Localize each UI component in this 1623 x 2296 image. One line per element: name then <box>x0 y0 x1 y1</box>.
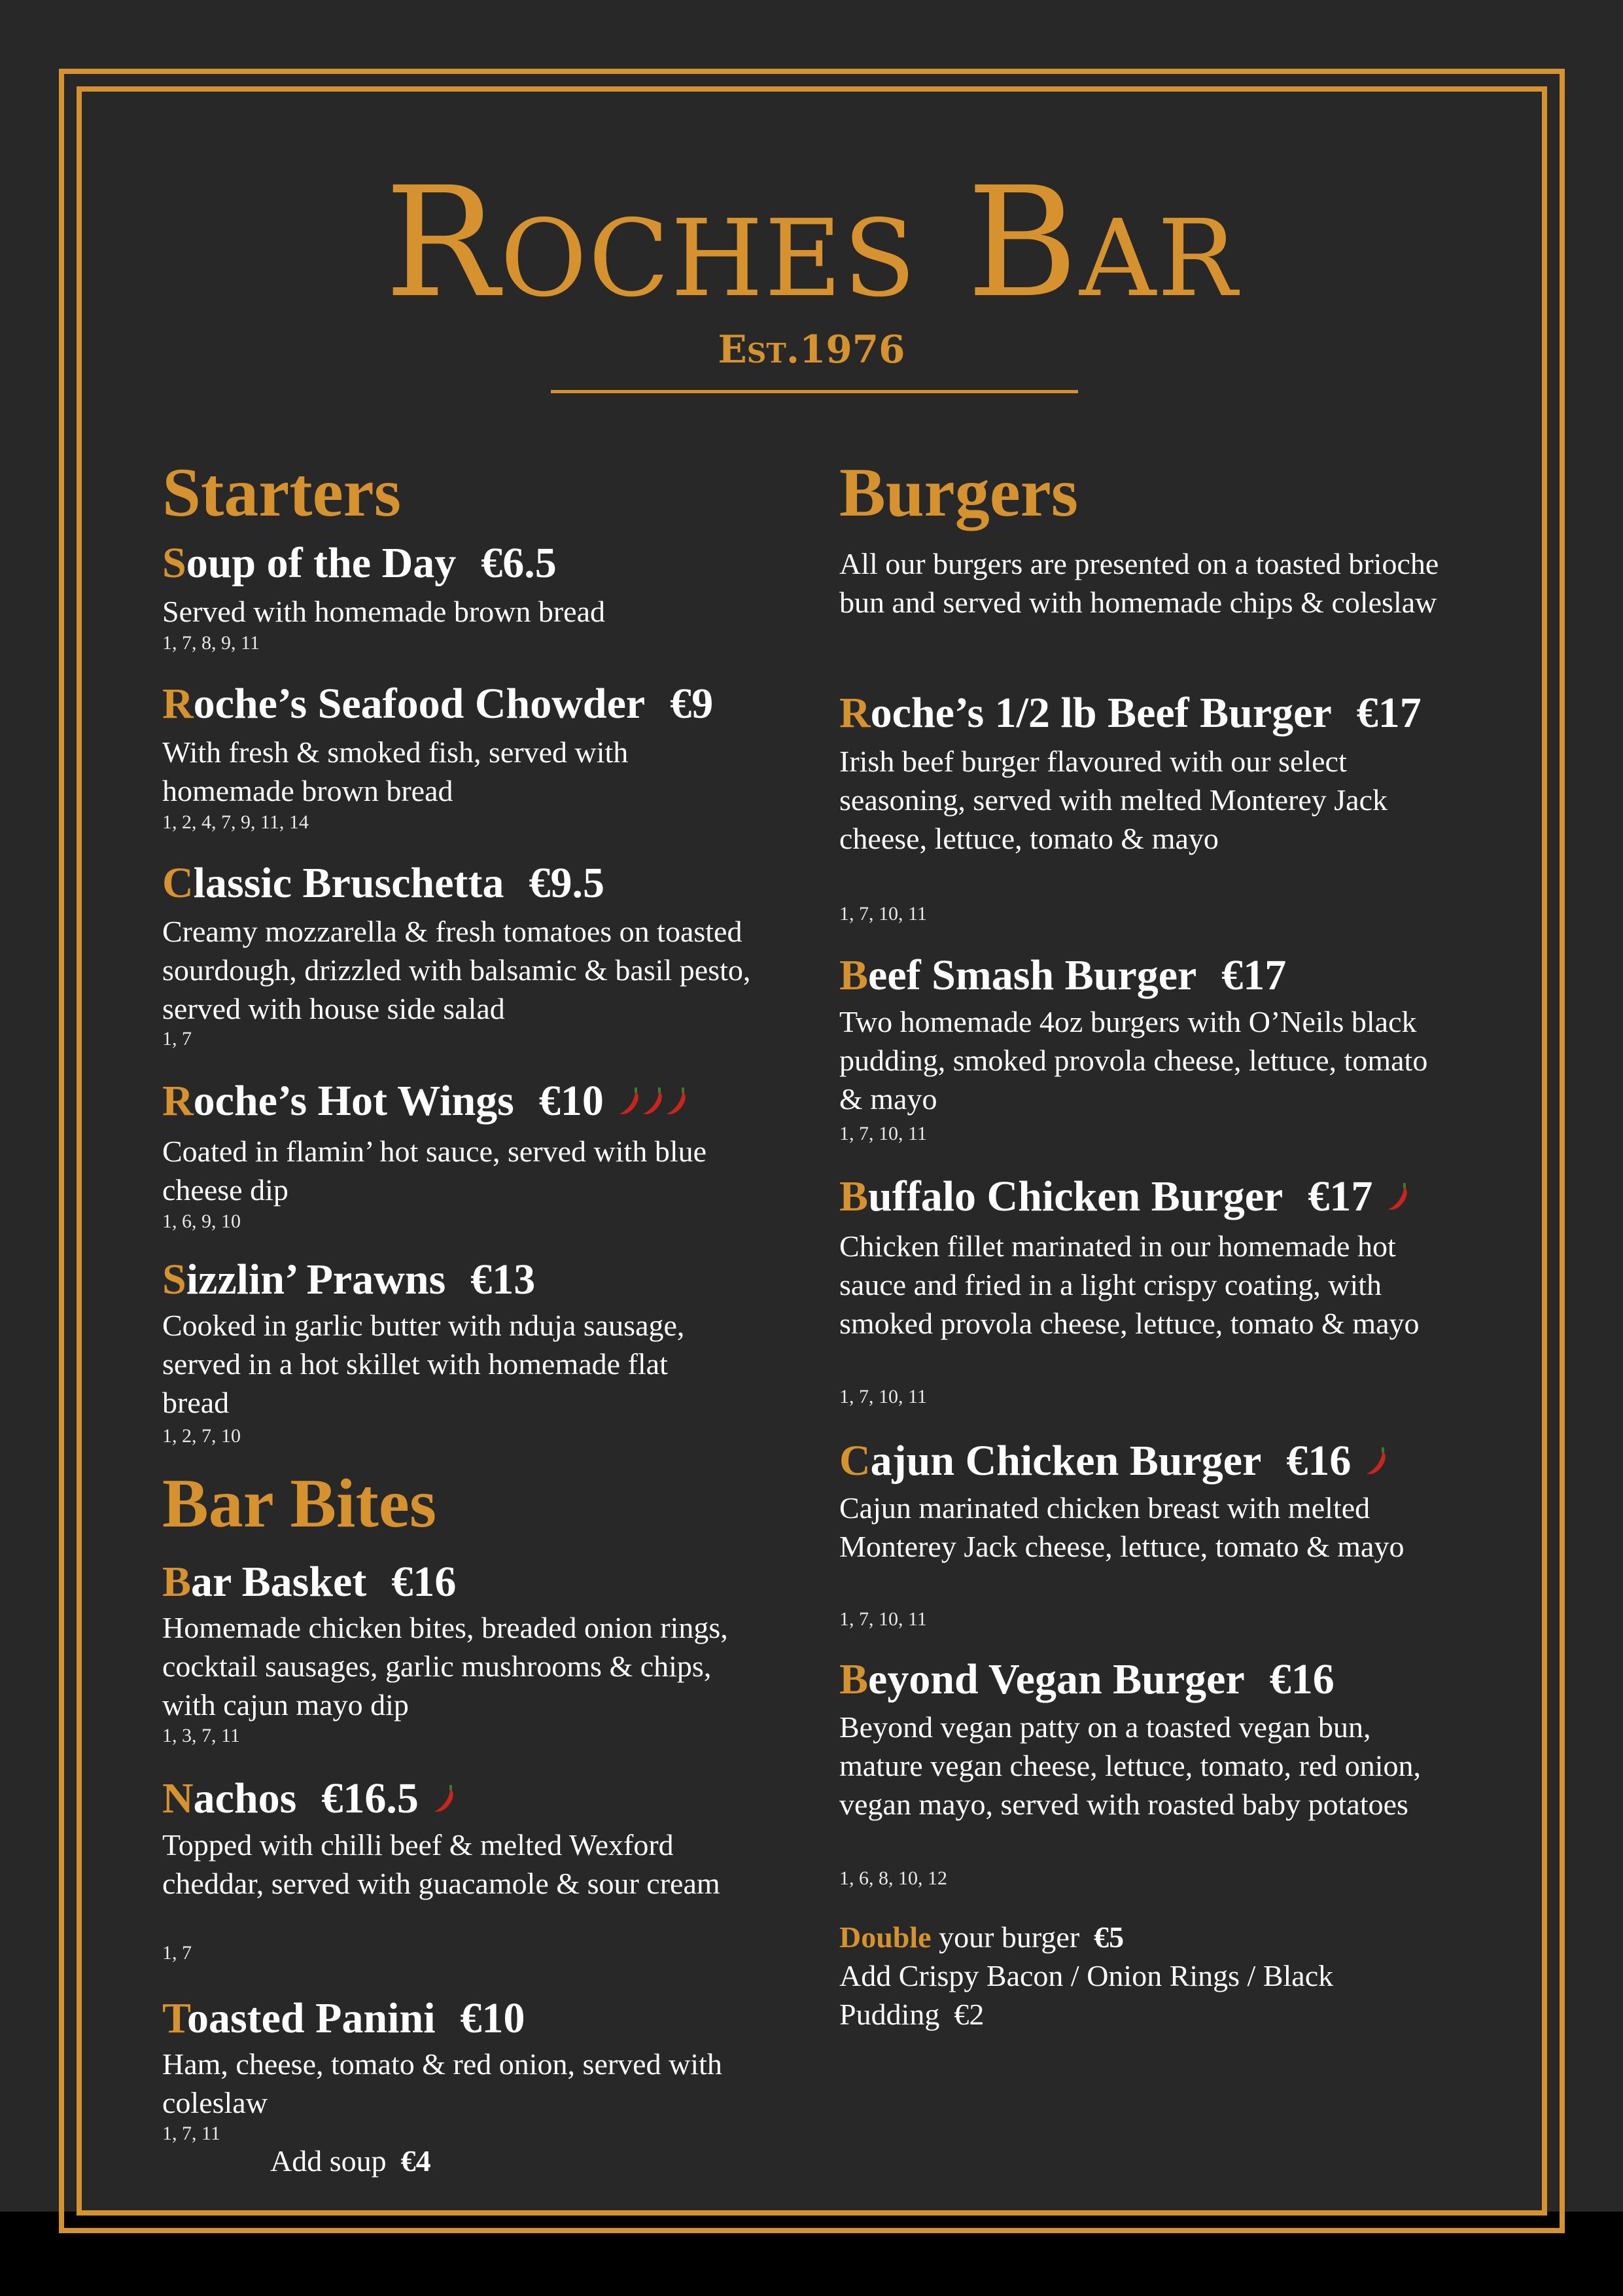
item-description: With fresh & smoked fish, served with homemade brown bread <box>162 735 629 807</box>
item-initial: C <box>839 1437 871 1485</box>
item-initial: R <box>839 689 871 737</box>
burgers-intro: All our burgers are presented on a toasted brioche bun and served with homemade chips & coleslaw <box>839 547 1439 619</box>
item-initial: B <box>839 1173 869 1220</box>
item-description: Beyond vegan patty on a toasted vegan bun, mature vegan cheese, lettuce, tomato, red onion, vegan mayo, served with roasted baby potatoes <box>839 1710 1421 1821</box>
item-initial: N <box>162 1775 194 1822</box>
double-burger-extra <box>839 1922 1124 1952</box>
item-name-rest: oasted Panini <box>186 1994 436 2042</box>
item-description: Topped with chilli beef & melted Wexford cheddar, served with guacamole & sour cream <box>162 1828 720 1900</box>
addons-price: €2 <box>954 1998 985 2031</box>
item-initial: B <box>162 1558 192 1606</box>
item-allergens: 1, 2, 4, 7, 9, 11, 14 <box>162 811 309 833</box>
item-price: €16 <box>1269 1655 1335 1703</box>
item-price: €9.5 <box>529 859 604 907</box>
item-description: Homemade chicken bites, breaded onion rings, cocktail sausages, garlic mushrooms & chips, with cajun mayo dip <box>162 1611 728 1722</box>
item-price: €16 <box>391 1558 457 1606</box>
section-title-starters: Starters <box>162 454 401 531</box>
item-allergens: 1, 3, 7, 11 <box>162 1725 240 1746</box>
item-description: Two homemade 4oz burgers with O’Neils black pudding, smoked provola cheese, lettuce, tomato & mayo <box>839 1005 1428 1116</box>
item-allergens: 1, 7 <box>162 1942 192 1964</box>
item-price: €13 <box>470 1256 536 1303</box>
item-initial: B <box>839 1655 869 1703</box>
item-description: Coated in flamin’ hot sauce, served with blue cheese dip <box>162 1135 707 1207</box>
item-name <box>162 859 604 907</box>
item-name <box>162 1994 525 2042</box>
page-title: Roches Bar <box>384 154 1239 331</box>
chilli-pepper-icon <box>616 1084 689 1127</box>
item-name <box>839 951 1287 999</box>
item-name-rest: izzlin’ Prawns <box>186 1256 446 1303</box>
item-name <box>839 1175 1410 1222</box>
item-name <box>839 689 1422 737</box>
item-allergens: 1, 7, 10, 11 <box>839 1608 927 1630</box>
section-title-bar-bites: Bar Bites <box>162 1465 437 1542</box>
burger-addons <box>839 1956 1428 2034</box>
item-name-rest: oche’s 1/2 lb Beef Burger <box>870 689 1332 737</box>
item-name <box>162 682 713 726</box>
item-allergens: 1, 7 <box>162 1028 192 1050</box>
item-name <box>162 1258 535 1301</box>
title-divider <box>551 390 1078 393</box>
item-price: €17 <box>1308 1173 1373 1220</box>
item-description: Irish beef burger flavoured with our select seasoning, served with melted Monterey Jack cheese, lettuce, tomato & mayo <box>839 745 1387 855</box>
chilli-pepper-icon <box>1384 1179 1410 1222</box>
section-title-burgers: Burgers <box>839 454 1079 531</box>
item-name <box>162 1777 457 1824</box>
item-price: €10 <box>538 1077 604 1125</box>
item-allergens: 1, 7, 8, 9, 11 <box>162 632 260 654</box>
item-description: Creamy mozzarella & fresh tomatoes on toasted sourdough, drizzled with balsamic & basil pesto, served with house side salad <box>162 915 751 1025</box>
chilli-pepper-icon <box>430 1781 457 1824</box>
item-price: €16 <box>1286 1437 1352 1485</box>
item-allergens: 1, 6, 9, 10 <box>162 1210 241 1232</box>
add-soup-label: Add soup <box>270 2144 387 2178</box>
item-name-rest: eyond Vegan Burger <box>868 1655 1245 1703</box>
item-name <box>162 539 557 587</box>
item-initial: S <box>162 1256 186 1303</box>
double-word: Double <box>839 1920 932 1954</box>
item-description: Cooked in garlic butter with nduja sausage, served in a hot skillet with homemade flat bread <box>162 1309 685 1419</box>
item-allergens: 1, 7, 10, 11 <box>839 1386 927 1407</box>
item-allergens: 1, 7, 10, 11 <box>839 903 927 925</box>
item-price: €17 <box>1356 689 1422 737</box>
item-name-rest: lassic Bruschetta <box>193 859 504 907</box>
item-price: €10 <box>460 1994 525 2042</box>
item-price: €9 <box>670 680 714 728</box>
item-name-rest: ajun Chicken Burger <box>870 1437 1262 1485</box>
item-name-rest: uffalo Chicken Burger <box>868 1173 1283 1220</box>
item-name-rest: oche’s Seafood Chowder <box>193 680 646 728</box>
add-soup-price: €4 <box>400 2144 431 2178</box>
item-allergens: 1, 6, 8, 10, 12 <box>839 1867 947 1889</box>
item-name-rest: eef Smash Burger <box>868 951 1197 999</box>
add-soup-extra <box>270 2146 431 2176</box>
item-initial: R <box>162 680 194 728</box>
addons-label: Add Crispy Bacon / Onion Rings / Black Pudding <box>839 1959 1334 2031</box>
item-name <box>162 1558 457 1606</box>
item-initial: B <box>839 951 869 999</box>
item-price: €16.5 <box>321 1775 419 1822</box>
item-initial: C <box>162 859 194 907</box>
item-price: €17 <box>1221 951 1287 999</box>
item-name-rest: achos <box>193 1775 297 1822</box>
item-name <box>839 1439 1389 1487</box>
established-subtitle: Est.1976 <box>718 327 905 372</box>
double-price: €5 <box>1094 1920 1125 1954</box>
double-label: your burger <box>939 1920 1080 1954</box>
item-description: Ham, cheese, tomato & red onion, served with coleslaw <box>162 2047 722 2119</box>
item-allergens: 1, 7, 10, 11 <box>839 1123 927 1144</box>
item-name-rest: oup of the Day <box>186 539 457 587</box>
item-name-rest: oche’s Hot Wings <box>193 1077 514 1125</box>
item-description: Cajun marinated chicken breast with melted Monterey Jack cheese, lettuce, tomato & mayo <box>839 1491 1405 1563</box>
item-name <box>839 1655 1335 1703</box>
item-price: €6.5 <box>481 539 557 587</box>
item-allergens: 1, 2, 7, 10 <box>162 1425 241 1447</box>
item-initial: R <box>162 1077 194 1125</box>
chilli-pepper-icon <box>1363 1443 1389 1487</box>
item-allergens: 1, 7, 11 <box>162 2123 220 2144</box>
item-initial: T <box>162 1994 187 2042</box>
item-name-rest: ar Basket <box>191 1558 367 1606</box>
item-name <box>162 1077 689 1127</box>
item-description: Served with homemade brown bread <box>162 595 606 628</box>
item-initial: S <box>162 539 186 587</box>
item-description: Chicken fillet marinated in our homemade hot sauce and fried in a light crispy coating, with smoked provola cheese, lettuce, tomato & mayo <box>839 1229 1420 1340</box>
